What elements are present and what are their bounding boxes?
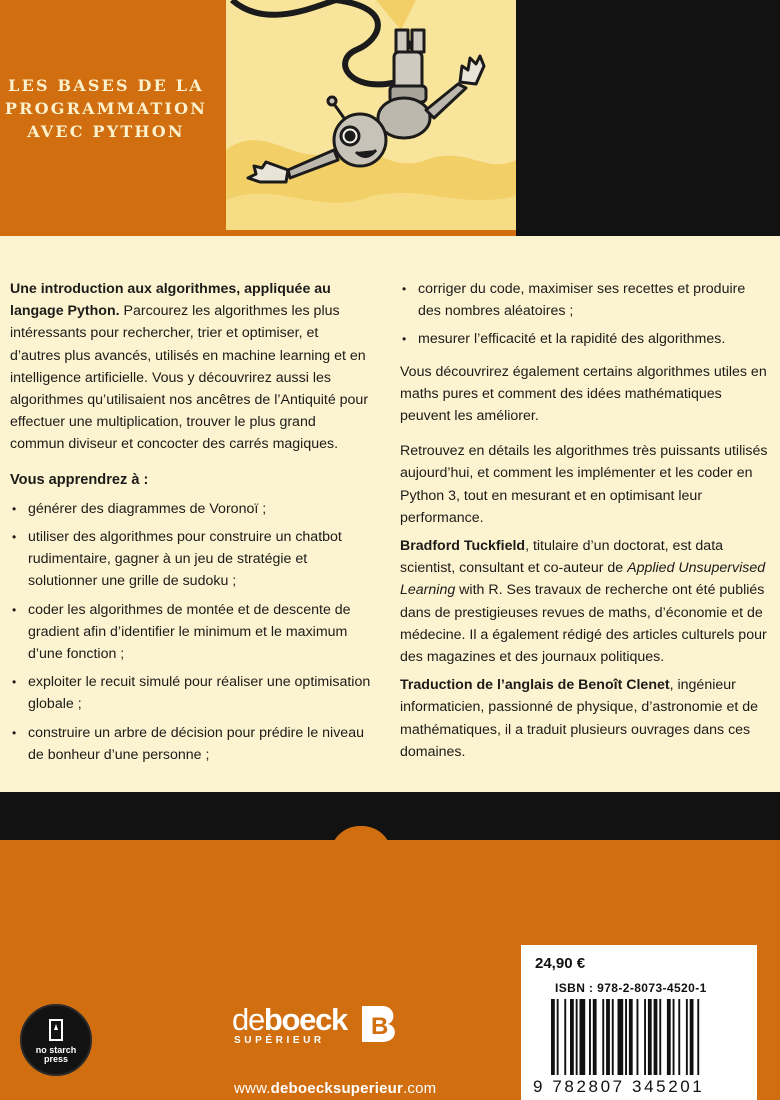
bullet-icon: •	[12, 675, 17, 690]
series-title-line-3: AVEC PYTHON	[27, 122, 185, 141]
list-item: • construire un arbre de décision pour prédire le niveau de bonheur d’une personne ;	[10, 722, 372, 766]
details-paragraph: Retrouvez en détails les algorithmes très puissants utilisés aujourd’hui, et comment les implémenter et les coder en Python 3, tout en mesurant et en optimisant leur performance.	[400, 443, 768, 526]
series-title-line-1: LES BASES DE LA	[8, 76, 204, 95]
list-item: • utiliser des algorithmes pour construire un chatbot rudimentaire, gagner à un jeu de stratégie et solutionner une grille de sudoku ;	[10, 526, 372, 593]
robot-illustration	[226, 0, 516, 230]
author-name: Bradford Tuckfield	[400, 538, 526, 555]
isbn: ISBN : 978-2-8073-4520-1	[555, 981, 707, 995]
publisher-wordmark: deboeck	[232, 1002, 347, 1037]
price: 24,90 €	[535, 955, 586, 972]
publisher-subtitle: SUPÉRIEUR	[234, 1035, 325, 1046]
publisher-b-mark-icon	[360, 1004, 400, 1044]
top-right-black-panel	[516, 0, 780, 236]
bullet-icon: •	[402, 282, 407, 296]
publisher-mark-letter: B	[371, 1013, 389, 1040]
barcode-digits: 9 782807 345201	[533, 1077, 705, 1096]
nostarch-line-1: no starch	[35, 1045, 77, 1055]
intro-text: Parcourez les algorithmes les plus intéressants pour rechercher, trier et optimiser, et d’autres plus avancés, utilisés en machine learning et en intelligence artificielle. Vous y découvrirez aussi les algorithmes qu’utilisaient nos ancêtres de l’Antiquité pour effectuer une multiplication, trouver le plus grand commun diviseur et concocter des carrés magiques.	[10, 303, 369, 453]
learn-heading: Vous apprendrez à :	[10, 471, 149, 488]
list-item: • mesurer l’efficacité et la rapidité des algorithmes.	[400, 328, 770, 350]
author-paragraph: Bradford Tuckfield, titulaire d’un doctorat, est data scientist, consultant et co-auteur de Applied Unsupervised Learning with R. Ses travaux de recherche ont été publiés dans de prestigieuses revues de maths, d’économie et de médecine. Il a également rédigé des articles culturels pour des magazines et des journaux politiques.	[400, 538, 767, 666]
bullet-icon: •	[402, 332, 407, 347]
bullet-icon: •	[12, 530, 17, 545]
left-column	[10, 278, 372, 772]
bullet-icon: •	[12, 602, 17, 617]
learn-list	[10, 498, 372, 766]
author-book-title: Applied Unsupervised Learning	[400, 560, 766, 599]
nostarch-emblem-icon	[22, 1006, 90, 1046]
publisher-website[interactable]: www.deboecksuperieur.com	[234, 1080, 437, 1097]
learn-list-continued	[400, 278, 770, 351]
text-panel	[0, 236, 780, 792]
right-column	[400, 278, 770, 776]
list-item: • corriger du code, maximiser ses recettes et produire des nombres aléatoires ;	[400, 278, 770, 322]
intro-lead: Une introduction aux algorithmes, appliquée au langage Python.	[10, 281, 331, 320]
barcode-box	[521, 945, 757, 1100]
translator-paragraph: Traduction de l’anglais de Benoît Clenet, ingénieur informaticien, passionné de physique, d’astronomie et de mathématiques, il a traduit plusieurs ouvrages dans ces domaines.	[400, 677, 759, 760]
series-title-line-2: PROGRAMMATION	[4, 99, 208, 118]
bullet-icon: •	[12, 725, 17, 740]
black-band	[0, 792, 780, 840]
barcode-icon	[551, 999, 747, 1075]
nostarch-logo	[20, 1004, 92, 1076]
translator-label: Traduction de l’anglais de Benoît Clenet	[400, 677, 670, 694]
intro-paragraph	[10, 278, 372, 456]
bullet-icon: •	[12, 501, 17, 516]
maths-paragraph: Vous découvrirez également certains algorithmes utiles en maths pures et comment des idées mathématiques peuvent les améliorer.	[400, 363, 767, 425]
list-item: • coder les algorithmes de montée et de descente de gradient afin d’identifier le minimum et le maximum d’une fonction ;	[10, 599, 372, 666]
nostarch-line-2: press	[43, 1054, 69, 1064]
list-item: • exploiter le recuit simulé pour réaliser une optimisation globale ;	[10, 671, 372, 715]
list-item: • générer des diagrammes de Voronoï ;	[10, 498, 372, 520]
series-title	[0, 74, 212, 143]
cover-flap-shape	[516, 0, 780, 236]
